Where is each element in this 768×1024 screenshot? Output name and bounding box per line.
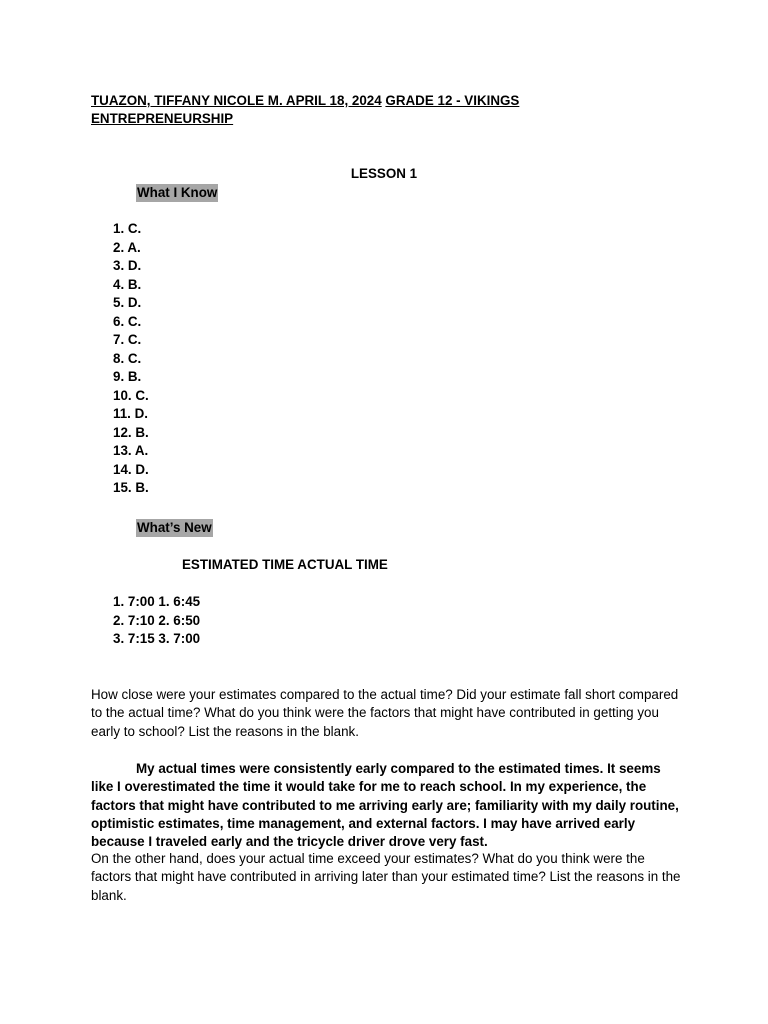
question-1-text: How close were your estimates compared to the actual time? Did your estimate fall short compared to the actual time? What do you think were the factors that might have contributed in getting you early to school? List the reasons in the blank. xyxy=(91,687,679,739)
subject-title: ENTREPRENEURSHIP xyxy=(91,111,234,127)
time-item: 2. 7:10 2. 6:50 xyxy=(113,612,201,628)
time-list xyxy=(113,593,200,649)
answer-item: 5. D. xyxy=(113,295,142,310)
lesson-title: LESSON 1 xyxy=(350,166,418,181)
answer-item: 10. C. xyxy=(113,387,149,403)
what-i-know-heading: What I Know xyxy=(136,184,218,202)
answer-item: 4. B. xyxy=(113,276,142,292)
answer-item: 14. D. xyxy=(113,461,149,477)
answer-item: 13. A. xyxy=(113,443,149,458)
student-name-date: TUAZON, TIFFANY NICOLE M. APRIL 18, 2024 xyxy=(91,93,382,108)
answer-1-body: My actual times were consistently early compared to the estimated times. It seems like I overestimated the time it would take for me to reach school. In my experience, the factors that might have contributed to me arriving early are; familiarity with my daily routine, optimistic estimates, time management, and external factors. I may have arrived early because I traveled early and the tricycle driver drove very fast. xyxy=(91,761,679,850)
whats-new-heading: What’s New xyxy=(136,519,213,537)
answer-item: 12. B. xyxy=(113,424,149,440)
answer-item: 9. B. xyxy=(113,369,142,384)
answer-1-text xyxy=(91,760,681,851)
answer-item: 15. B. xyxy=(113,480,149,495)
what-i-know-answer-list xyxy=(113,220,149,498)
time-item: 1. 7:00 1. 6:45 xyxy=(113,594,201,609)
document-header xyxy=(91,92,711,129)
time-table-heading: ESTIMATED TIME ACTUAL TIME xyxy=(182,557,388,572)
answer-item: 8. C. xyxy=(113,350,142,366)
header-line-1 xyxy=(91,92,711,110)
answer-item: 11. D. xyxy=(113,406,148,421)
answer-item: 3. D. xyxy=(113,258,142,273)
answer-item: 7. C. xyxy=(113,332,142,347)
answer-item: 2. A. xyxy=(113,239,141,255)
grade-section: GRADE 12 - VIKINGS xyxy=(385,93,520,108)
answer-item: 1. C. xyxy=(113,221,142,236)
question-2-text: On the other hand, does your actual time exceed your estimates? What do you think were the factors that might have contributed in arriving later than your estimated time? List the reasons in the blank. xyxy=(91,851,681,903)
time-item: 3. 7:15 3. 7:00 xyxy=(113,631,201,646)
answer-item: 6. C. xyxy=(113,313,142,329)
